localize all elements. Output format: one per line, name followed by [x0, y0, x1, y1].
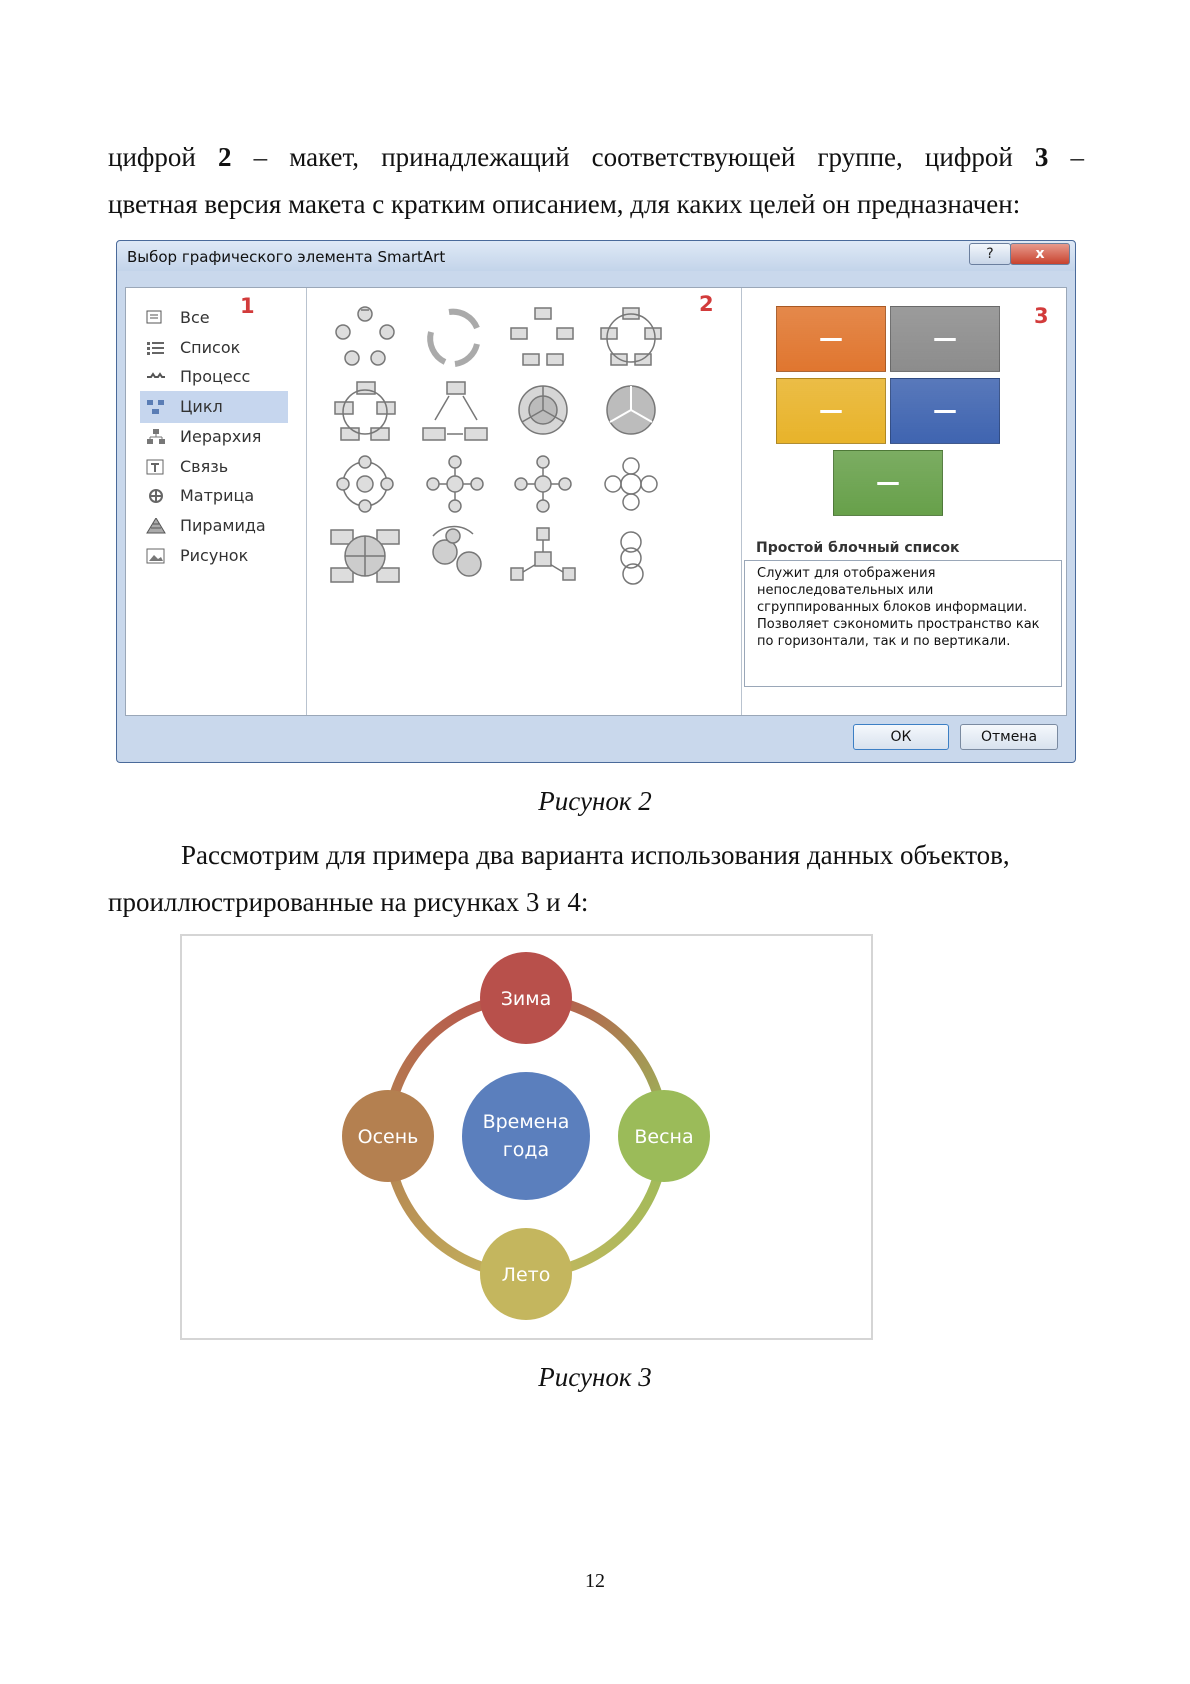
center-label: Времена: [482, 1111, 570, 1133]
picture-icon: [146, 548, 166, 564]
caption-figure-2: Рисунок 2: [538, 786, 652, 816]
ok-button[interactable]: ОК: [853, 724, 949, 750]
seasons-svg: [182, 936, 871, 1338]
cancel-button[interactable]: Отмена: [960, 724, 1058, 750]
layout-radial-cycle-icon[interactable]: [337, 456, 393, 512]
smartart-dialog: [116, 240, 1076, 763]
preview-tile: —: [776, 378, 886, 444]
layout-basic-radial-icon[interactable]: [427, 456, 483, 512]
layout-basic-cycle-icon[interactable]: [336, 307, 394, 365]
center-circle: [462, 1072, 590, 1200]
category-label: Цикл: [180, 397, 223, 417]
category-item[interactable]: [140, 302, 288, 334]
layout-text-cycle-icon[interactable]: [430, 312, 477, 364]
process-icon: [146, 369, 166, 385]
category-label: Пирамида: [180, 515, 266, 535]
help-button[interactable]: ?: [969, 243, 1011, 265]
category-item[interactable]: [140, 391, 288, 423]
season-label: Лето: [501, 1264, 551, 1286]
close-button[interactable]: x: [1010, 243, 1070, 265]
layout-segmented-cycle-icon[interactable]: [519, 386, 567, 434]
cycle-icon: [146, 399, 166, 415]
layout-multidirectional-cycle-icon[interactable]: [621, 532, 643, 584]
layout-description: Служит для отображения непоследовательных или сгруппированных блоков информации. Позволяет сэкономить пространство как по горизонтали, так и по вертикали.: [744, 560, 1062, 687]
dialog-title: Выбор графического элемента SmartArt: [127, 248, 446, 266]
category-pane: [126, 288, 307, 715]
intro-line-2: цветная версия макета с кратким описанием, для каких целей он предназначен:: [108, 189, 1021, 219]
layout-gallery: [307, 288, 742, 715]
layout-pie-cycle-icon[interactable]: [607, 386, 655, 434]
page-number: 12: [585, 1570, 605, 1592]
middle-line-1: Рассмотрим для примера два варианта использования данных объектов,: [181, 840, 1010, 870]
layout-diverging-radial-icon[interactable]: [515, 456, 571, 512]
relationship-icon: [146, 459, 166, 475]
season-label: Зима: [500, 988, 552, 1010]
list-icon: [146, 340, 166, 356]
matrix-icon: [146, 488, 166, 504]
preview-tile: —: [890, 306, 1000, 372]
layout-gear-icon[interactable]: [433, 527, 481, 576]
layout-radial-venn-icon[interactable]: [605, 458, 657, 510]
preview-tile: —: [776, 306, 886, 372]
layout-block-cycle-icon[interactable]: [511, 308, 573, 365]
category-item[interactable]: [140, 332, 288, 364]
intro-line-1: цифрой 2 – макет, принадлежащий соответствующей группе, цифрой 3 –: [108, 142, 1085, 172]
layout-continuous-cycle-icon[interactable]: [335, 382, 395, 440]
category-label: Матрица: [180, 486, 255, 506]
category-label: Иерархия: [180, 426, 262, 446]
preview-pane: [742, 288, 1066, 715]
badge-1: 1: [240, 294, 255, 318]
layout-thumbnails: [307, 288, 741, 715]
category-item[interactable]: [140, 540, 288, 572]
dialog-titlebar: [117, 241, 1075, 271]
hierarchy-icon: [146, 429, 166, 445]
badge-3: 3: [1034, 304, 1049, 328]
category-label: Связь: [180, 456, 229, 476]
category-item[interactable]: [140, 451, 288, 483]
dialog-body: [125, 287, 1067, 716]
layout-name: Простой блочный список: [756, 540, 960, 556]
center-label: года: [502, 1139, 550, 1161]
preview-tile: —: [890, 378, 1000, 444]
category-label: Список: [180, 337, 241, 357]
category-item[interactable]: [140, 361, 288, 393]
category-item[interactable]: [140, 510, 288, 542]
layout-cycle-matrix-icon[interactable]: [423, 382, 487, 440]
season-label: Осень: [357, 1126, 419, 1148]
caption-figure-3: Рисунок 3: [538, 1362, 652, 1392]
layout-cycle-matrix-2-icon[interactable]: [331, 530, 399, 582]
category-item[interactable]: [140, 480, 288, 512]
all-icon: [146, 310, 166, 326]
preview-tile: —: [833, 450, 943, 516]
category-label: Процесс: [180, 367, 251, 387]
badge-2: 2: [699, 292, 714, 316]
pyramid-icon: [146, 518, 166, 534]
season-label: Весна: [634, 1126, 694, 1148]
middle-line-2: проиллюстрированные на рисунках 3 и 4:: [108, 887, 589, 917]
layout-nondirectional-cycle-icon[interactable]: [601, 308, 661, 365]
layout-radial-list-icon[interactable]: [511, 528, 575, 580]
seasons-diagram: [180, 934, 873, 1340]
category-label: Рисунок: [180, 545, 249, 565]
category-label: Все: [180, 308, 210, 327]
category-item[interactable]: [140, 421, 288, 453]
